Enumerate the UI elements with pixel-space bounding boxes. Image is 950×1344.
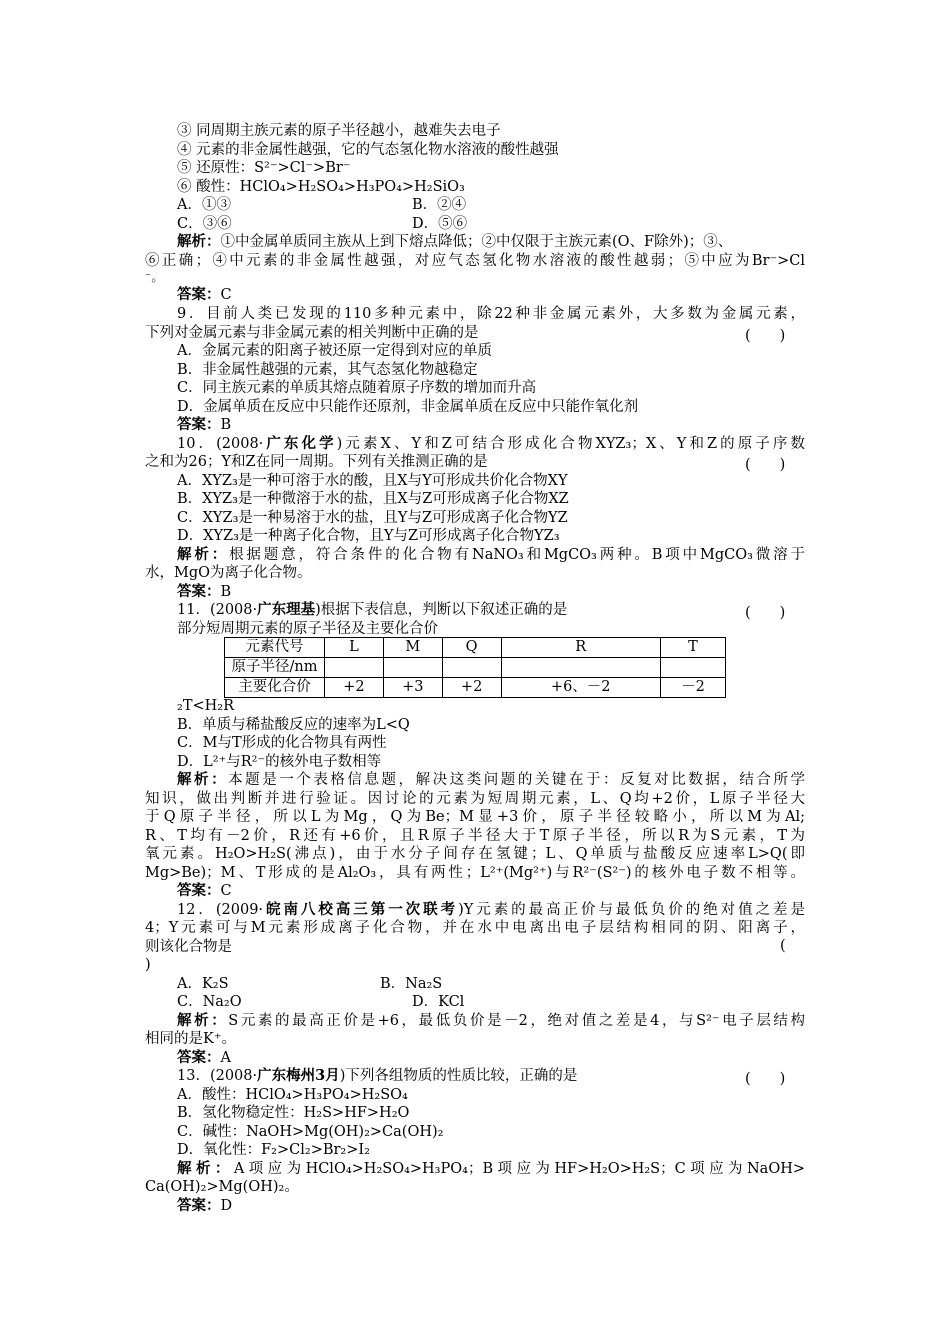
q9-answer: 答案：B [177,416,232,433]
q13-stem: 13．(2008·广东梅州3月)下列各组物质的性质比较，正确的是 [177,1067,578,1084]
q10-answer-bracket: ( ) [745,457,786,473]
q13-option-c: C．碱性：NaOH>Mg(OH)₂>Ca(OH)₂ [177,1124,444,1140]
table-header-cell: T [660,638,725,658]
q10-option-d: D．XYZ₃是一种离子化合物，且Y与Z可形成离子化合物YZ₃ [177,528,560,544]
q10-stem-line-2: 之和为26；Y和Z在同一周期。下列有关推测正确的是 [145,454,488,470]
table-cell [442,658,501,678]
q11-table-caption: 部分短周期元素的原子半径及主要化合价 [177,621,438,637]
statement-6: ⑥ 酸性：HClO₄>H₂SO₄>H₃PO₄>H₂SiO₃ [177,179,465,195]
q11-analysis-line-5: 氧元素。H₂O>H₂S(沸点)，由于水分子间存在氢键；L、Q单质与盐酸反应速率L>Q(即 [145,846,805,862]
q12-option-a: A．K₂S [177,976,229,992]
table-header-cell: M [383,638,442,658]
q8-option-d: D．⑤⑥ [412,216,468,232]
table-cell [325,658,384,678]
table-cell: －2 [660,678,725,698]
q9-option-d: D．金属单质在反应中只能作还原剂，非金属单质在反应中只能作氧化剂 [177,399,639,415]
statement-4: ④ 元素的非金属性越强，它的气态氢化物水溶液的酸性越强 [177,142,559,158]
q11-stem: 11．(2008·广东理基)根据下表信息，判断以下叙述正确的是 [177,601,568,618]
q13-answer-bracket: ( ) [745,1071,786,1087]
q12-analysis-line-1: 解析：S元素的最高正价是+6，最低负价是－2，绝对值之差是4，与S²⁻电子层结构 [177,1012,806,1029]
table-header-row [225,638,726,658]
source-tag: 广东化学 [263,435,337,452]
q11-option-d: D．L²⁺与R²⁻的核外电子数相等 [177,754,382,770]
analysis-label: 解析： [177,233,221,250]
q11-option-a: ₂T<H₂R [177,698,235,714]
table-cell: 原子半径/nm [225,658,325,678]
q11-analysis-line-6: Mg>Be)；M、T形成的是Al₂O₃，具有两性；L²⁺(Mg²⁺)与R²⁻(S²⁻)的核外电子数不相等。 [145,865,805,881]
q12-bracket-close: ) [145,957,151,973]
q9-stem-line-1: 9．目前人类已发现的110多种元素中，除22种非金属元素外，大多数为金属元素， [177,306,805,322]
q11-option-c: C．M与T形成的化合物具有两性 [177,735,387,751]
q11-analysis-line-3: 于Q原子半径，所以L为Mg，Q为Be；M显+3价，原子半径较略小，所以M为Al; [145,809,805,825]
q11-answer: 答案：C [177,882,232,899]
table-cell: 主要化合价 [225,678,325,698]
table-cell: +6、－2 [501,678,660,698]
q8-option-a: A．①③ [177,197,231,213]
q10-option-c: C．XYZ₃是一种易溶于水的盐，且Y与Z可形成离子化合物YZ [177,510,568,526]
table-cell [501,658,660,678]
q11-analysis-line-2: 知识，做出判断并进行验证。因讨论的元素为短周期元素，L、Q均+2价，L原子半径大 [145,791,805,807]
source-tag: 广东梅州3月 [257,1067,340,1084]
table-cell [660,658,725,678]
table-cell: +3 [383,678,442,698]
table-header-cell: 元素代号 [225,638,325,658]
table-cell: +2 [325,678,384,698]
q13-answer: 答案：D [177,1197,233,1214]
q13-analysis-line-1: 解析：A项应为HClO₄>H₂SO₄>H₃PO₄；B项应为HF>H₂O>H₂S；C项应为NaOH> [177,1160,805,1177]
q8-analysis-line-3: ⁻。 [145,270,164,284]
q12-stem-line-2: 4；Y元素可与M元素形成离子化合物，并在水中电离出电子层结构相同的阴、阳离子， [145,920,805,936]
q12-analysis-line-2: 相同的是K⁺。 [145,1031,236,1047]
source-tag: 广东理基 [257,601,316,618]
q8-option-b: B．②④ [412,197,467,213]
q10-analysis-line-2: 水，MgO为离子化合物。 [145,565,312,581]
q12-stem-line-3: 则该化合物是 [145,939,232,955]
q10-option-b: B．XYZ₃是一种微溶于水的盐，且X与Z可形成离子化合物XZ [177,491,569,507]
q9-option-c: C．同主族元素的单质其熔点随着原子序数的增加而升高 [177,380,537,396]
q10-answer: 答案：B [177,583,232,600]
q12-bracket-open: ( [780,938,786,954]
statement-5: ⑤ 还原性：S²⁻>Cl⁻>Br⁻ [177,160,351,176]
element-data-table [224,637,726,698]
q11-answer-bracket: ( ) [745,605,786,621]
q11-analysis-line-4: R、T均有－2价，R还有+6价，且R原子半径大于T原子半径，所以R为S元素，T为 [145,828,805,844]
q9-answer-bracket: ( ) [745,328,786,344]
q9-option-b: B．非金属性越强的元素，其气态氢化物越稳定 [177,362,478,378]
q10-analysis-line-1: 解析：根据题意，符合条件的化合物有NaNO₃和MgCO₃两种。B项中MgCO₃微溶于 [177,546,805,563]
q10-stem-line-1: 10．(2008·广东化学)元素X、Y和Z可结合形成化合物XYZ₃；X、Y和Z的原子序数 [177,435,805,452]
table-header-cell: L [325,638,384,658]
q13-option-d: D．氧化性：F₂>Cl₂>Br₂>I₂ [177,1142,370,1158]
table-row [225,658,726,678]
q13-option-a: A．酸性：HClO₄>H₃PO₄>H₂SO₄ [177,1087,408,1103]
table-cell [383,658,442,678]
table-header-cell: Q [442,638,501,658]
q12-stem-line-1: 12．(2009·皖南八校高三第一次联考)Y元素的最高正价与最低负价的绝对值之差是 [177,901,806,918]
q12-option-b: B．Na₂S [380,976,443,992]
q12-option-c: C．Na₂O [177,994,242,1010]
q10-option-a: A．XYZ₃是一种可溶于水的酸，且X与Y可形成共价化合物XY [177,473,568,489]
q8-analysis-line-2: ⑥正确；④中元素的非金属性越强，对应气态氢化物水溶液的酸性越弱；⑤中应为Br⁻>Cl [145,253,805,269]
q13-analysis-line-2: Ca(OH)₂>Mg(OH)₂。 [145,1179,299,1195]
q8-analysis-line-1: 解析：①中金属单质同主族从上到下熔点降低；②中仅限于主族元素(O、F除外)；③、 [177,233,733,250]
q8-answer: 答案：C [177,286,232,303]
q12-option-d: D．KCl [412,994,465,1010]
q8-option-c: C．③⑥ [177,216,232,232]
table-cell: +2 [442,678,501,698]
source-tag: 皖南八校高三第一次联考 [263,901,459,918]
table-header-cell: R [501,638,660,658]
q9-stem-line-2: 下列对金属元素与非金属元素的相关判断中正确的是 [145,325,479,341]
q13-option-b: B．氢化物稳定性：H₂S>HF>H₂O [177,1105,410,1121]
q9-option-a: A．金属元素的阳离子被还原一定得到对应的单质 [177,343,492,359]
table-row [225,678,726,698]
q11-option-b: B．单质与稀盐酸反应的速率为L<Q [177,717,410,733]
q12-answer: 答案：A [177,1049,231,1066]
q11-analysis-line-1: 解析：本题是一个表格信息题，解决这类问题的关键在于：反复对比数据，结合所学 [177,771,805,788]
statement-3: ③ 同周期主族元素的原子半径越小，越难失去电子 [177,123,501,139]
